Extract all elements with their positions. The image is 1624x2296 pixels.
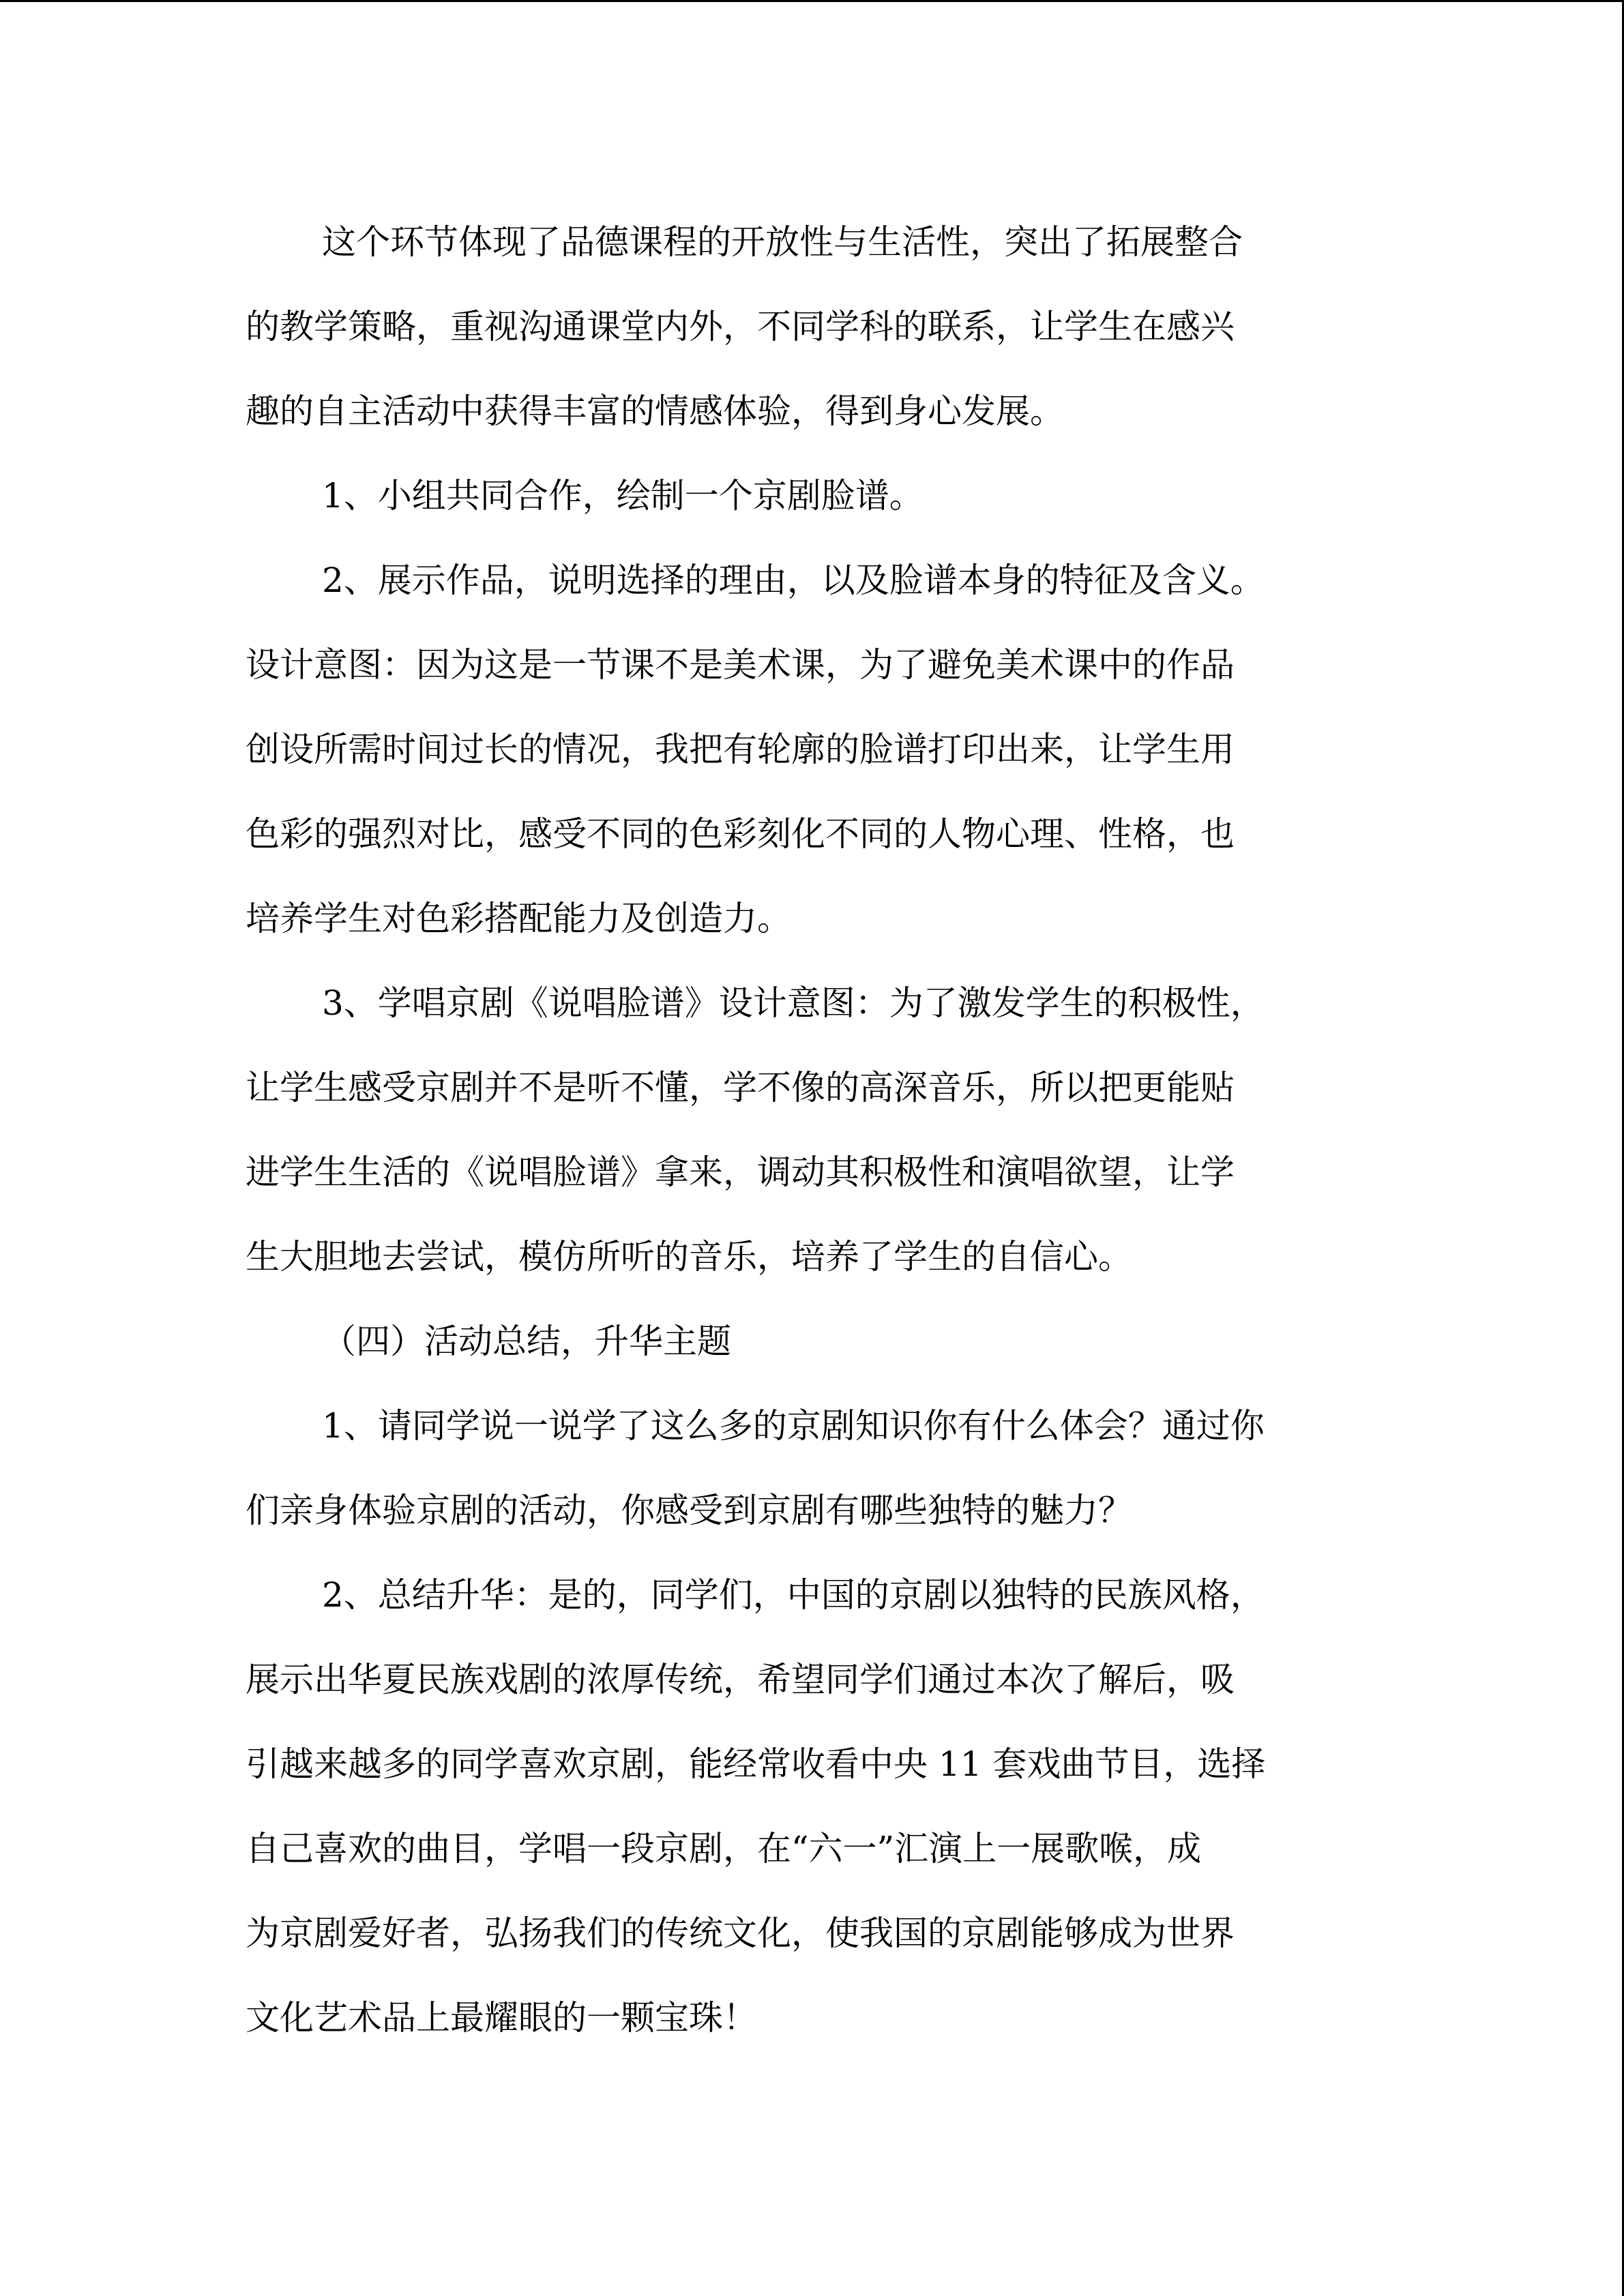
paragraph-line: 这个环节体现了品德课程的开放性与生活性，突出了拓展整合 — [322, 222, 1243, 262]
list-item-line: 2、总结升华：是的，同学们，中国的京剧以独特的民族风格， — [322, 1575, 1265, 1615]
paragraph-line: 自己喜欢的曲目，学唱一段京剧，在“六一”汇演上一展歌喉，成 — [246, 1829, 1202, 1868]
paragraph-line: 为京剧爱好者，弘扬我们的传统文化，使我国的京剧能够成为世界 — [246, 1913, 1235, 1953]
list-item-line: 1、请同学说一说学了这么多的京剧知识你有什么体会？通过你 — [322, 1406, 1265, 1446]
document-body — [246, 200, 1371, 2060]
paragraph-line: 趣的自主活动中获得丰富的情感体验，得到身心发展。 — [246, 391, 1064, 431]
paragraph-line: 设计意图：因为这是一节课不是美术课，为了避免美术课中的作品 — [246, 645, 1235, 685]
paragraph-line: 创设所需时间过长的情况，我把有轮廓的脸谱打印出来，让学生用 — [246, 730, 1235, 769]
paragraph-line: 色彩的强烈对比，感受不同的色彩刻化不同的人物心理、性格，也 — [246, 814, 1235, 854]
paragraph-line: 培养学生对色彩搭配能力及创造力。 — [246, 899, 791, 938]
section-heading: （四）活动总结，升华主题 — [322, 1322, 731, 1361]
paragraph-line: 们亲身体验京剧的活动，你感受到京剧有哪些独特的魅力？ — [246, 1491, 1132, 1530]
paragraph-line: 生大胆地去尝试，模仿所听的音乐，培养了学生的自信心。 — [246, 1237, 1132, 1277]
list-item-line: 1、小组共同合作，绘制一个京剧脸谱。 — [322, 476, 924, 516]
paragraph-line: 展示出华夏民族戏剧的浓厚传统，希望同学们通过本次了解后，吸 — [246, 1660, 1235, 1699]
paragraph-line: 的教学策略，重视沟通课堂内外，不同学科的联系，让学生在感兴 — [246, 307, 1235, 346]
paragraph-line: 引越来越多的同学喜欢京剧，能经常收看中央 11 套戏曲节目，选择 — [246, 1744, 1266, 1784]
list-item-line: 3、学唱京剧《说唱脸谱》设计意图：为了激发学生的积极性， — [322, 983, 1265, 1023]
paragraph-line: 文化艺术品上最耀眼的一颗宝珠！ — [246, 1998, 757, 2038]
paragraph-line: 让学生感受京剧并不是听不懂，学不像的高深音乐，所以把更能贴 — [246, 1068, 1235, 1107]
list-item-line: 2、展示作品，说明选择的理由，以及脸谱本身的特征及含义。 — [322, 561, 1265, 600]
paragraph-line: 进学生生活的《说唱脸谱》拿来，调动其积极性和演唱欲望，让学 — [246, 1152, 1235, 1192]
